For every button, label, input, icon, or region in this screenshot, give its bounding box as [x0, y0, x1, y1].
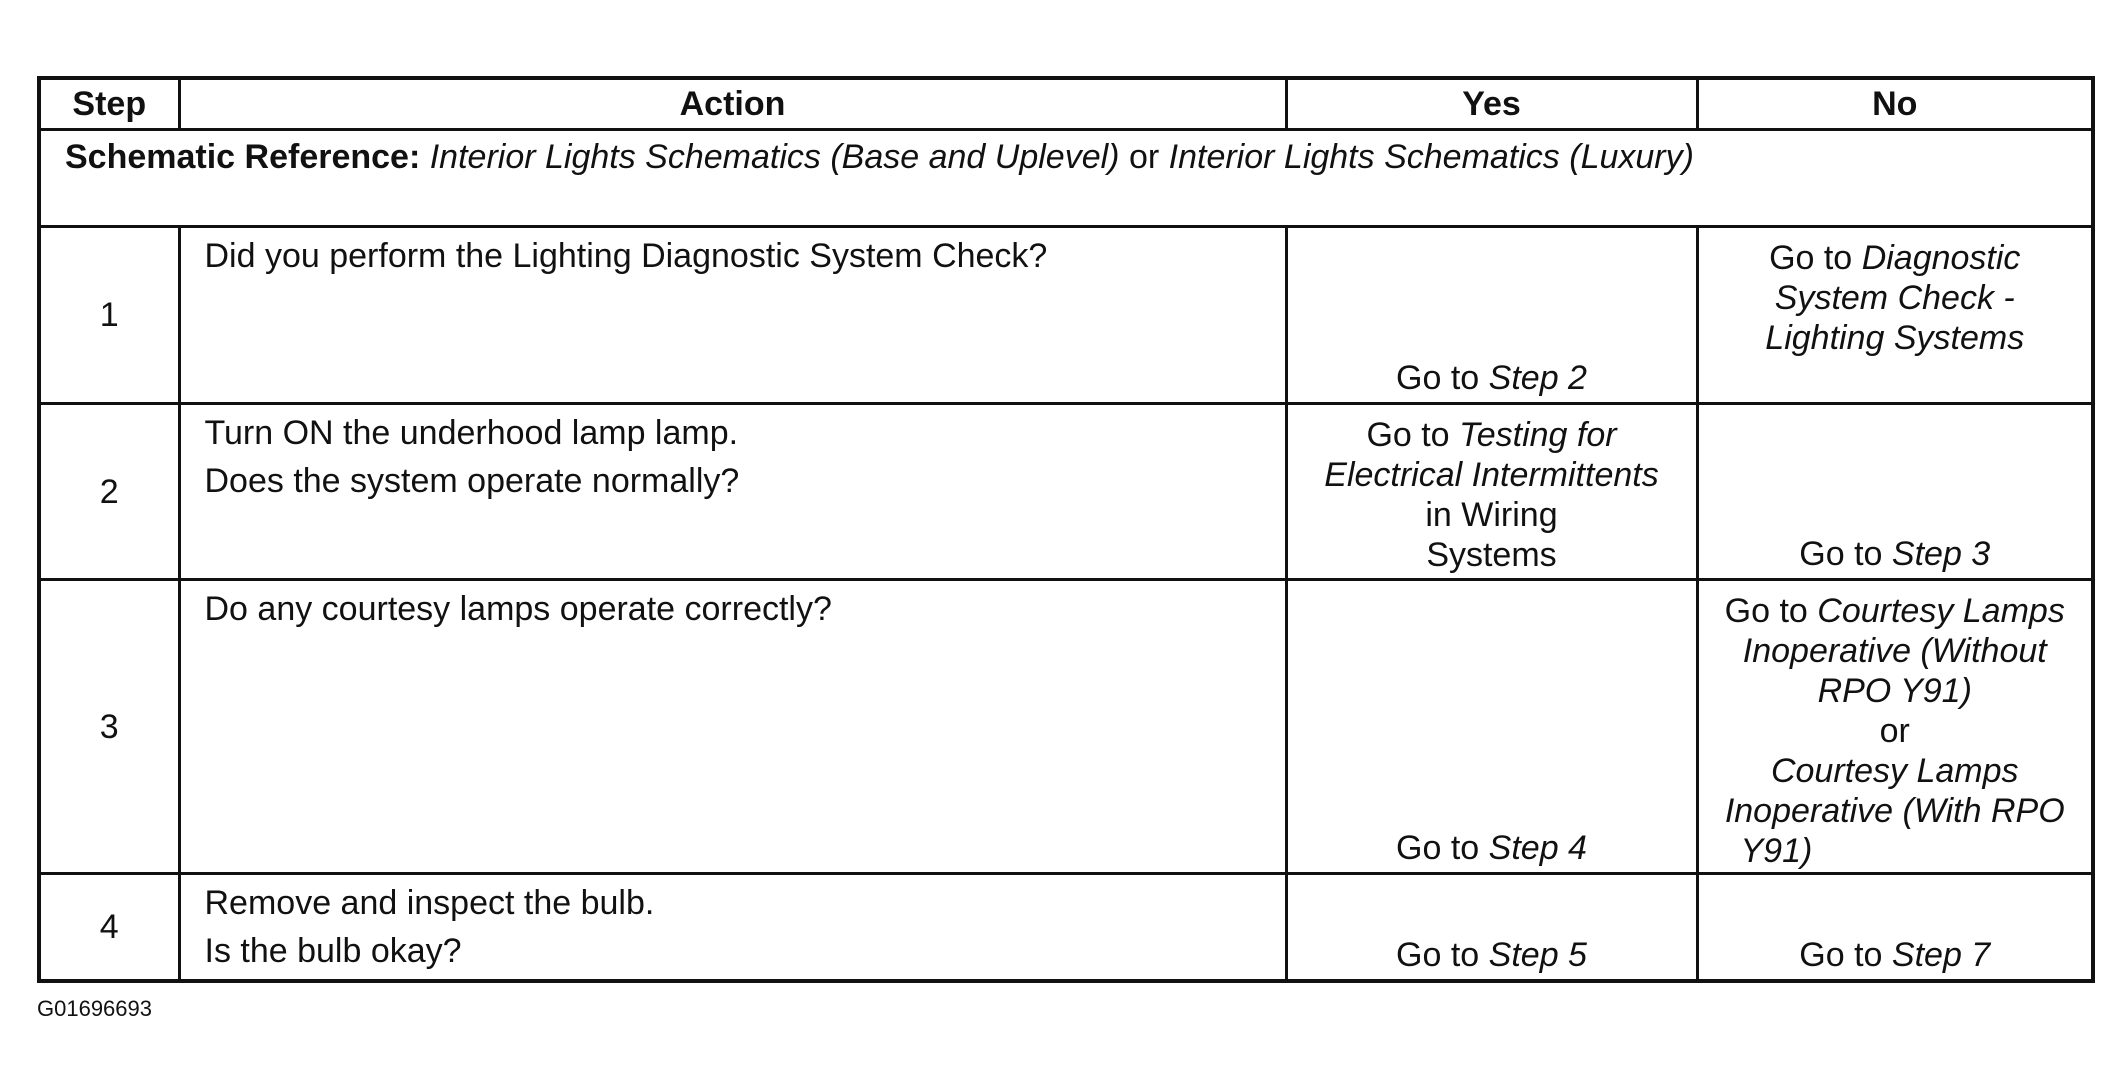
action-cell	[179, 874, 1286, 982]
result-or-text: or	[1879, 712, 1910, 750]
go-to-text: Go to	[1396, 829, 1480, 867]
action-question: Is the bulb okay?	[204, 932, 462, 970]
step-number: 2	[39, 404, 179, 580]
table-row	[39, 580, 2093, 874]
header-yes: Yes	[1286, 78, 1697, 130]
procedure-link[interactable]: Courtesy Lamps	[1770, 752, 2019, 790]
no-cell	[1697, 580, 2093, 874]
step-link[interactable]: Step 2	[1488, 359, 1587, 397]
procedure-link-line[interactable]: Y91)	[1740, 832, 1813, 870]
no-result	[1699, 534, 2092, 574]
step-number: 1	[39, 227, 179, 404]
step-link[interactable]: Step 3	[1891, 535, 1991, 573]
step-link[interactable]: Step 7	[1891, 936, 1991, 974]
action-text: Did you perform the Lighting Diagnostic System Check?	[204, 237, 1048, 275]
action-question: Do any courtesy lamps operate correctly?	[204, 590, 832, 628]
step-link[interactable]: Step 4	[1488, 829, 1587, 867]
no-result	[1699, 935, 2092, 975]
go-to-text: Go to	[1366, 416, 1450, 454]
no-cell	[1697, 404, 2093, 580]
table-row	[39, 227, 2093, 404]
yes-cell	[1286, 227, 1697, 404]
go-to-text: Go to	[1799, 535, 1883, 573]
go-to-text: Go to	[1396, 936, 1480, 974]
table-row	[39, 874, 2093, 982]
step-number: 4	[39, 874, 179, 982]
schematic-reference-label: Schematic Reference:	[65, 138, 421, 176]
procedure-link-line[interactable]: Electrical Intermittents	[1324, 456, 1659, 494]
schematic-reference	[39, 130, 2093, 227]
result-text-line: Systems	[1426, 536, 1557, 574]
action-question: Does the system operate normally?	[204, 462, 740, 500]
yes-cell	[1286, 874, 1697, 982]
go-to-text: Go to	[1724, 592, 1808, 630]
diagnostic-table	[37, 76, 2095, 983]
yes-result	[1288, 415, 1696, 575]
procedure-link[interactable]: Diagnostic	[1861, 239, 2021, 277]
action-cell	[179, 404, 1286, 580]
procedure-link[interactable]: Testing for	[1459, 416, 1617, 454]
step-link[interactable]: Step 5	[1488, 936, 1587, 974]
go-to-text: Go to	[1396, 359, 1480, 397]
procedure-link-line[interactable]: Lighting Systems	[1765, 319, 2025, 357]
procedure-link-line[interactable]: Inoperative (Without	[1742, 632, 2047, 670]
schematic-reference-row	[39, 130, 2093, 227]
go-to-text: Go to	[1799, 936, 1883, 974]
header-row	[39, 78, 2093, 130]
yes-result	[1288, 935, 1696, 975]
header-step: Step	[39, 78, 179, 130]
yes-result	[1288, 828, 1696, 868]
no-cell	[1697, 874, 2093, 982]
yes-result	[1288, 358, 1696, 398]
figure-id: G01696693	[37, 996, 152, 1021]
yes-cell	[1286, 404, 1697, 580]
yes-cell	[1286, 580, 1697, 874]
no-result	[1699, 238, 2092, 358]
procedure-link-line[interactable]: System Check -	[1774, 279, 2015, 317]
header-no: No	[1697, 78, 2093, 130]
header-action: Action	[179, 78, 1286, 130]
schematic-link-base-uplevel[interactable]: Interior Lights Schematics (Base and Uplevel)	[429, 138, 1120, 176]
result-text-line: in Wiring	[1425, 496, 1558, 534]
procedure-link-line[interactable]: Inoperative (With RPO	[1724, 792, 2065, 830]
no-result	[1699, 591, 2092, 871]
schematic-link-luxury[interactable]: Interior Lights Schematics (Luxury)	[1168, 138, 1694, 176]
action-text: Turn ON the underhood lamp lamp.	[204, 414, 739, 452]
action-cell	[179, 227, 1286, 404]
schematic-reference-or: or	[1128, 138, 1160, 176]
procedure-link-line[interactable]: RPO Y91)	[1817, 672, 1972, 710]
step-number: 3	[39, 580, 179, 874]
go-to-text: Go to	[1769, 239, 1853, 277]
action-text: Remove and inspect the bulb.	[204, 884, 655, 922]
procedure-link[interactable]: Courtesy Lamps	[1817, 592, 2065, 630]
table-row	[39, 404, 2093, 580]
action-cell	[179, 580, 1286, 874]
no-cell	[1697, 227, 2093, 404]
